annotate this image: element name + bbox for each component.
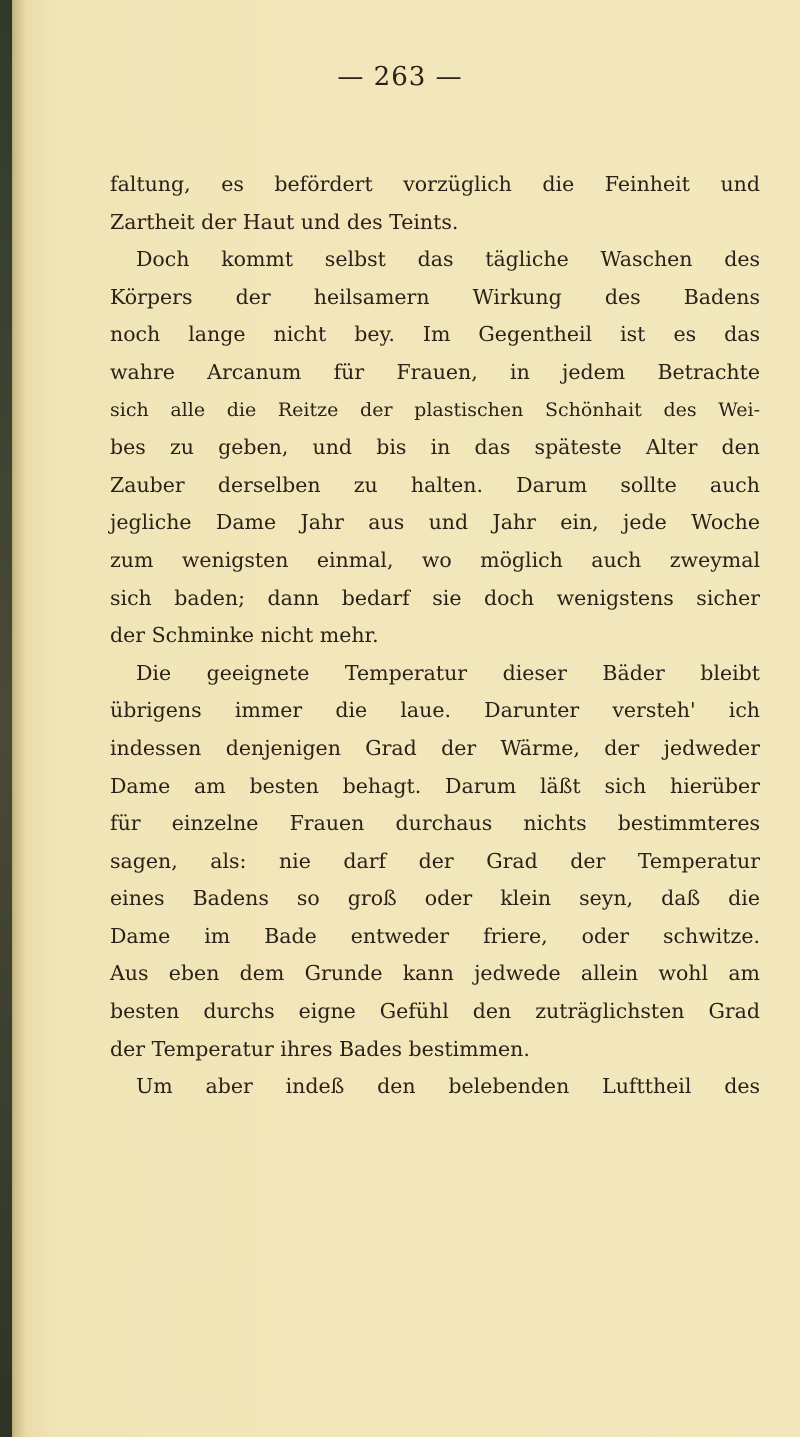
text-line: jegliche Dame Jahr aus und Jahr ein, jede Woche	[110, 510, 760, 535]
text-line: übrigens immer die laue. Darunter versteh' ich	[110, 698, 760, 723]
text-line: Zauber derselben zu halten. Darum sollte auch	[110, 472, 760, 497]
text-line: faltung, es befördert vorzüglich die Feinheit und	[110, 172, 760, 196]
book-binding-edge	[0, 0, 12, 1437]
text-line: besten durchs eigne Gefühl den zuträglichsten Grad	[110, 999, 760, 1024]
text-line: bes zu geben, und bis in das späteste Alter den	[110, 435, 760, 460]
paragraph-start-line: Die geeignete Temperatur dieser Bäder bleibt	[136, 660, 760, 685]
text-line: sich baden; dann bedarf sie doch wenigstens sicher	[110, 585, 760, 610]
paragraph-start-line: Doch kommt selbst das tägliche Waschen des	[136, 247, 760, 272]
text-line: Dame im Bade entweder friere, oder schwitze.	[110, 923, 760, 948]
page-body-text	[110, 166, 760, 1106]
text-line: noch lange nicht bey. Im Gegentheil ist es das	[110, 322, 760, 347]
text-line: der Schminke nicht mehr.	[110, 623, 379, 648]
text-line: sagen, als: nie darf der Grad der Temperatur	[110, 848, 760, 873]
text-line: eines Badens so groß oder klein seyn, daß die	[110, 886, 760, 911]
text-line: Körpers der heilsamern Wirkung des Badens	[110, 284, 760, 309]
page-number: — 263 —	[337, 62, 463, 92]
text-line: für einzelne Frauen durchaus nichts bestimmteres	[110, 811, 760, 836]
text-line: wahre Arcanum für Frauen, in jedem Betrachte	[110, 359, 760, 384]
text-line: sich alle die Reitze der plastischen Schönhait des Wei-	[110, 398, 760, 421]
text-line: indessen denjenigen Grad der Wärme, der jedweder	[110, 735, 760, 760]
text-line: der Temperatur ihres Bades bestimmen.	[110, 1036, 530, 1061]
text-line: zum wenigsten einmal, wo möglich auch zweymal	[110, 547, 760, 572]
paragraph-start-line: Um aber indeß den belebenden Lufttheil des	[136, 1074, 760, 1099]
text-line: Aus eben dem Grunde kann jedwede allein wohl am	[110, 961, 760, 986]
text-line: Dame am besten behagt. Darum läßt sich hierüber	[110, 773, 760, 798]
text-line: Zartheit der Haut und des Teints.	[110, 209, 459, 234]
